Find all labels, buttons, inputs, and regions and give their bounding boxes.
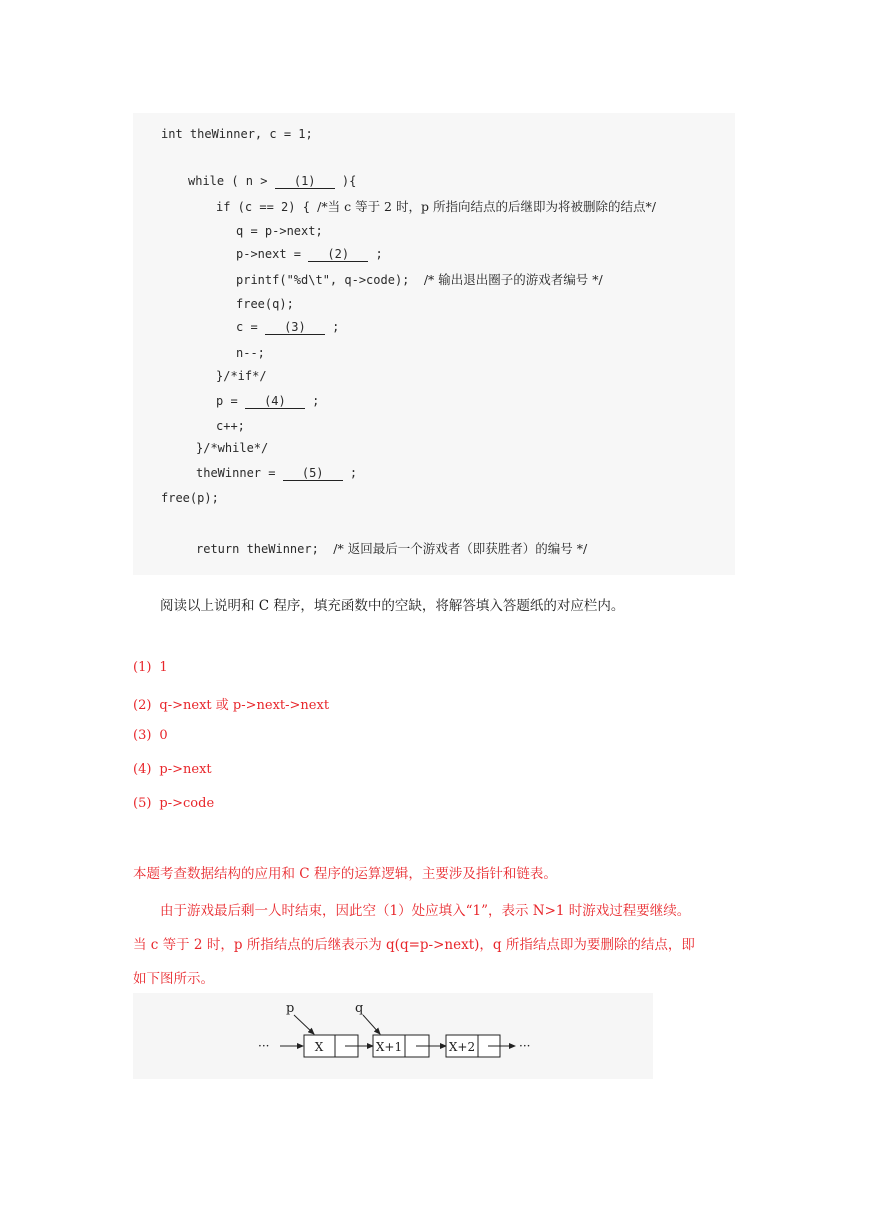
linked-list-svg [133, 993, 653, 1079]
pointer-q-label: q [355, 1001, 364, 1016]
analysis-paragraph-4: 如下图所示。 [133, 971, 214, 987]
code-text: ; [342, 466, 358, 480]
code-line-15: free(p); [161, 491, 219, 505]
answer-value: p->code [159, 796, 215, 811]
answer-5 [133, 796, 214, 811]
answer-4 [133, 762, 212, 777]
answer-value: p->next [159, 762, 212, 777]
analysis-paragraph-1: 本题考查数据结构的应用和 C 程序的运算逻辑，主要涉及指针和链表。 [133, 866, 557, 882]
code-comment: /* 输出退出圈子的游戏者编号 */ [423, 272, 603, 287]
pointer-p-arrow [294, 1015, 314, 1034]
leading-ellipsis: ··· [258, 1039, 270, 1053]
blank-4: (4) [245, 394, 305, 409]
code-line-2 [188, 174, 356, 189]
code-line-1: int theWinner, c = 1; [161, 127, 313, 141]
answer-number: (2) [133, 698, 152, 713]
trailing-ellipsis: ··· [519, 1039, 531, 1053]
answer-number: (3) [133, 728, 152, 743]
blank-1: (1) [275, 174, 335, 189]
blank-5: (5) [283, 466, 343, 481]
code-line-10: }/*if*/ [216, 369, 267, 383]
pointer-q-arrow [363, 1015, 380, 1034]
code-text: ; [368, 247, 383, 261]
code-text: c = [236, 320, 265, 334]
answer-2 [133, 694, 329, 713]
answer-value: 0 [159, 728, 168, 743]
blank-2: (2) [308, 247, 368, 262]
answer-3 [133, 728, 168, 743]
node-2-label: X+1 [375, 1040, 403, 1054]
code-text: p->next = [236, 247, 309, 261]
code-line-8 [236, 320, 339, 335]
code-text: ; [304, 394, 320, 408]
code-line-6 [236, 270, 603, 288]
code-listing [133, 113, 735, 575]
code-line-3 [216, 197, 656, 215]
answer-number: (1) [133, 660, 152, 675]
code-comment: /*当 c 等于 2 时，p 所指向结点的后继即为将被删除的结点*/ [317, 199, 656, 214]
node-3-label: X+2 [448, 1040, 476, 1054]
code-line-4: q = p->next; [236, 224, 323, 238]
code-line-13: }/*while*/ [196, 441, 269, 455]
code-line-16 [196, 539, 587, 557]
code-text: theWinner = [196, 466, 283, 480]
analysis-paragraph-2: 由于游戏最后剩一人时结束，因此空（1）处应填入“1”，表示 N>1 时游戏过程要继续。 [160, 903, 691, 919]
code-comment: /* 返回最后一个游戏者（即获胜者）的编号 */ [333, 541, 588, 556]
code-text: ){ [334, 174, 357, 188]
code-text: while ( n > [188, 174, 275, 188]
code-text: if (c == 2) { [216, 200, 318, 214]
code-line-9: n--; [236, 346, 265, 360]
pointer-p-label: p [286, 1001, 295, 1016]
analysis-paragraph-3: 当 c 等于 2 时，p 所指结点的后继表示为 q(q=p->next)，q 所指结点即为要删除的结点，即 [133, 937, 695, 953]
code-line-14 [196, 466, 357, 481]
answer-value: q->next 或 p->next->next [159, 698, 330, 713]
code-line-12: c++; [216, 419, 245, 433]
code-line-7: free(q); [236, 297, 294, 311]
answer-number: (5) [133, 796, 152, 811]
answer-number: (4) [133, 762, 152, 777]
code-text: return theWinner; [196, 542, 334, 556]
answer-value: 1 [159, 660, 168, 675]
code-line-11 [216, 394, 319, 409]
code-line-5 [236, 247, 383, 262]
node-1-label: X [314, 1040, 324, 1054]
instruction-text: 阅读以上说明和 C 程序，填充函数中的空缺，将解答填入答题纸的对应栏内。 [160, 598, 625, 614]
blank-3: (3) [265, 320, 325, 335]
code-text: printf("%d\t", q->code); [236, 273, 424, 287]
code-text: ; [324, 320, 340, 334]
linked-list-diagram [133, 993, 653, 1079]
code-text: p = [216, 394, 245, 408]
answer-1 [133, 660, 168, 675]
